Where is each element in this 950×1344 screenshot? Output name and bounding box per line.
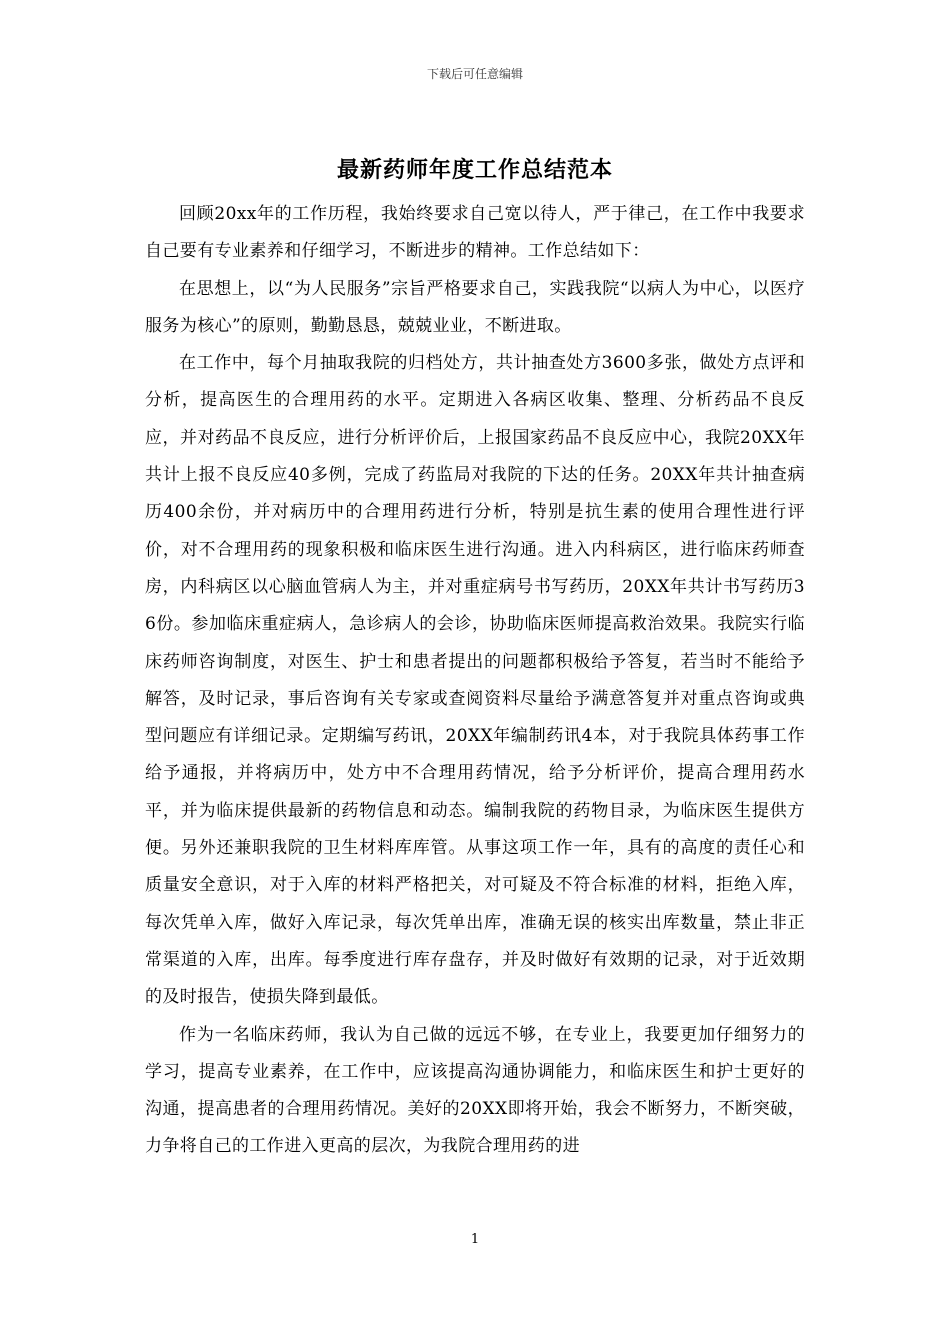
paragraph-intro: 回顾20xx年的工作历程，我始终要求自己宽以待人，严于律己，在工作中我要求自己要有专业素养和仔细学习，不断进步的精神。工作总结如下： — [145, 204, 805, 262]
header-note: 下载后可任意编辑 — [426, 67, 523, 81]
page-number: 1 — [470, 1232, 480, 1247]
document-title: 最新药师年度工作总结范本 — [336, 157, 613, 183]
paragraph-outlook: 作为一名临床药师，我认为自己做的远远不够，在专业上，我要更加仔细努力的学习，提高专业素养，在工作中，应该提高沟通协调能力，和临床医生和护士更好的沟通，提高患者的合理用药情况。美好的20XX即将开始，我会不断努力，不断突破，力争将自己的工作进入更高的层次，为我院合理用药的进 — [145, 1024, 805, 1157]
paragraph-work: 在工作中，每个月抽取我院的归档处方，共计抽查处方3600多张，做处方点评和分析，提高医生的合理用药的水平。定期进入各病区收集、整理、分析药品不良反应，并对药品不良反应，进行分析评价后，上报国家药品不良反应中心，我院20XX年共计上报不良反应40多例，完成了药监局对我院的下达的任务。20XX年共计抽查病历400余份，并对病历中的合理用药进行分析，特别是抗生素的使用合理性进行评价，对不合理用药的现象积极和临床医生进行沟通。进入内科病区，进行临床药师查房，内科病区以心脑血管病人为主，并对重症病号书写药历，20XX年共计书写药历36份。参加临床重症病人，急诊病人的会诊，协助临床医师提高救治效果。我院实行临床药师咨询制度，对医生、护士和患者提出的问题都积极给予答复，若当时不能给予解答，及时记录，事后咨询有关专家或查阅资料尽量给予满意答复并对重点咨询或典型问题应有详细记录。定期编写药讯，20XX年编制药讯4本，对于我院具体药事工作给予通报，并将病历中，处方中不合理用药情况，给予分析评价，提高合理用药水平，并为临床提供最新的药物信息和动态。编制我院的药物目录，为临床医生提供方便。另外还兼职我院的卫生材料库库管。从事这项工作一年，具有的高度的责任心和质量安全意识，对于入库的材料严格把关，对可疑及不符合标准的材料，拒绝入库，每次凭单入库，做好入库记录，每次凭单出库，准确无误的核实出库数量，禁止非正常渠道的入库，出库。每季度进行库存盘存，并及时做好有效期的记录，对于近效期的及时报告，使损失降到最低。 — [145, 353, 805, 1008]
paragraph-thought: 在思想上，以“为人民服务”宗旨严格要求自己，实践我院“以病人为中心，以医疗服务为核心”的原则，勤勤恳恳，兢兢业业，不断进取。 — [145, 278, 805, 336]
document-body — [145, 196, 805, 1166]
